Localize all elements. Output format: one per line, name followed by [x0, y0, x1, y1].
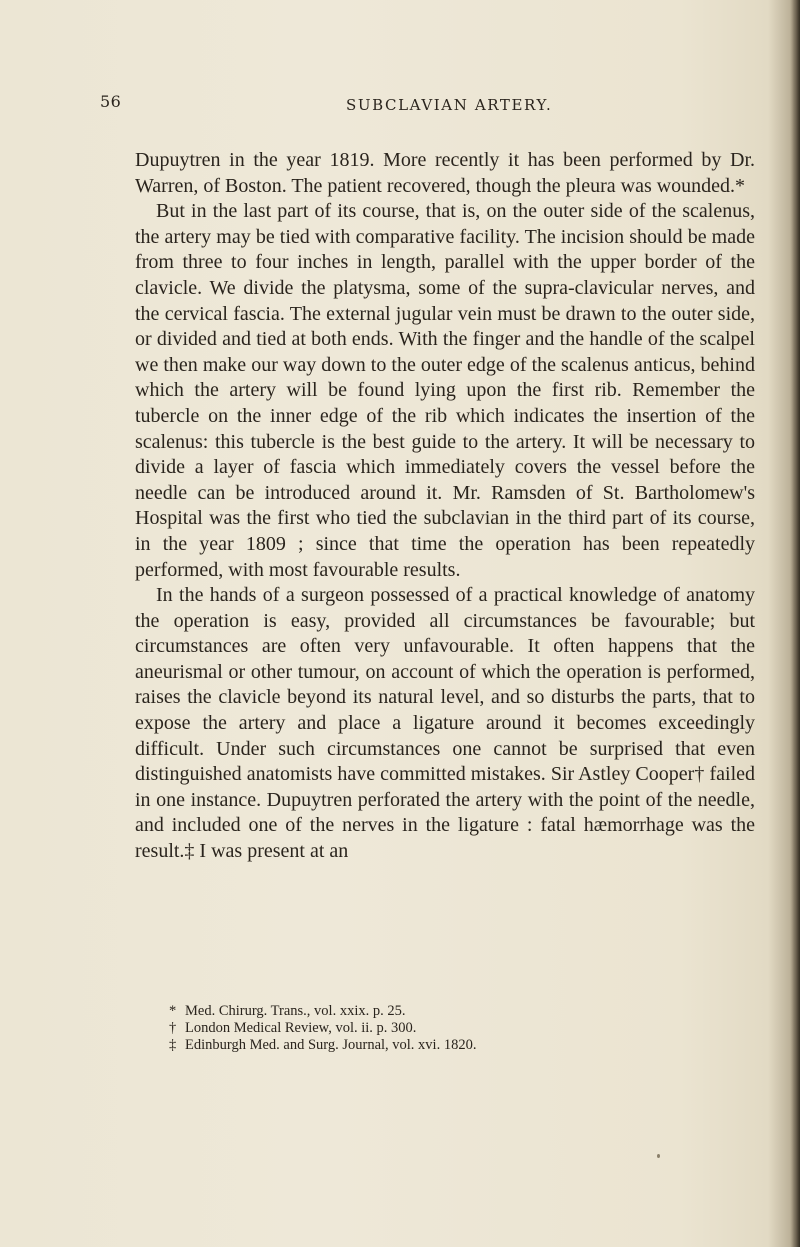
footnotes — [169, 1003, 729, 1055]
footnote-2 — [169, 1020, 729, 1037]
page-edge-shadow — [790, 0, 800, 1247]
running-head: SUBCLAVIAN ARTERY. — [346, 96, 553, 114]
paper-speck — [657, 1154, 660, 1158]
footnote-1 — [169, 1003, 729, 1020]
page-number: 56 — [100, 92, 122, 111]
footnote-text: Med. Chirurg. Trans., vol. xxix. p. 25. — [185, 1003, 406, 1019]
footnote-text: London Medical Review, vol. ii. p. 300. — [185, 1020, 417, 1037]
paragraph-3: In the hands of a surgeon possessed of a practical knowledge of anatomy the operation is easy, provided all circumstances be favourable; but circumstances are often very unfavourable. It often happens that the aneurismal or other tumour, on account of which the operation is performed, raises the clavicle beyond its natural level, and so disturbs the parts, that to expose the artery and place a ligature around it becomes exceedingly difficult. Under such circumstances one cannot be surprised that even distinguished anatomists have committed mistakes. Sir Astley Cooper† failed in one instance. Dupuytren perforated the artery with the point of the needle, and included one of the nerves in the ligature : fatal hæmorrhage was the result.‡ I was present at an — [135, 584, 755, 863]
footnote-text: Edinburgh Med. and Surg. Journal, vol. xvi. 1820. — [185, 1037, 477, 1054]
footnote-mark: ‡ — [169, 1037, 177, 1054]
body-text — [135, 148, 755, 865]
paragraph-2: But in the last part of its course, that is, on the outer side of the scalenus, the artery may be tied with comparative facility. The incision should be made from three to four inches in length, parallel with the upper border of the clavicle. We divide the platysma, some of the supra-clavicular nerves, and the cervical fascia. The external jugular vein must be drawn to the outer side, or divided and tied at both ends. With the finger and the handle of the scalpel we then make our way down to the outer edge of the scalenus anticus, behind which the artery will be found lying upon the first rib. Remember the tubercle on the inner edge of the rib which indicates the insertion of the scalenus: this tubercle is the best guide to the artery. It will be necessary to divide a layer of fascia which immediately covers the vessel before the needle can be introduced around it. Mr. Ramsden of St. Bartholomew's Hospital was the first who tied the subclavian in the third part of its course, in the year 1809 ; since that time the operation has been repeatedly performed, with most favourable results. — [135, 200, 755, 581]
footnote-mark: † — [169, 1020, 177, 1037]
paragraph-1: Dupuytren in the year 1819. More recently it has been performed by Dr. Warren, of Boston. The patient recovered, though the pleura was wounded.* — [135, 149, 755, 197]
footnote-mark: * — [169, 1003, 177, 1019]
footnote-3 — [169, 1037, 729, 1054]
page-header — [100, 92, 720, 120]
